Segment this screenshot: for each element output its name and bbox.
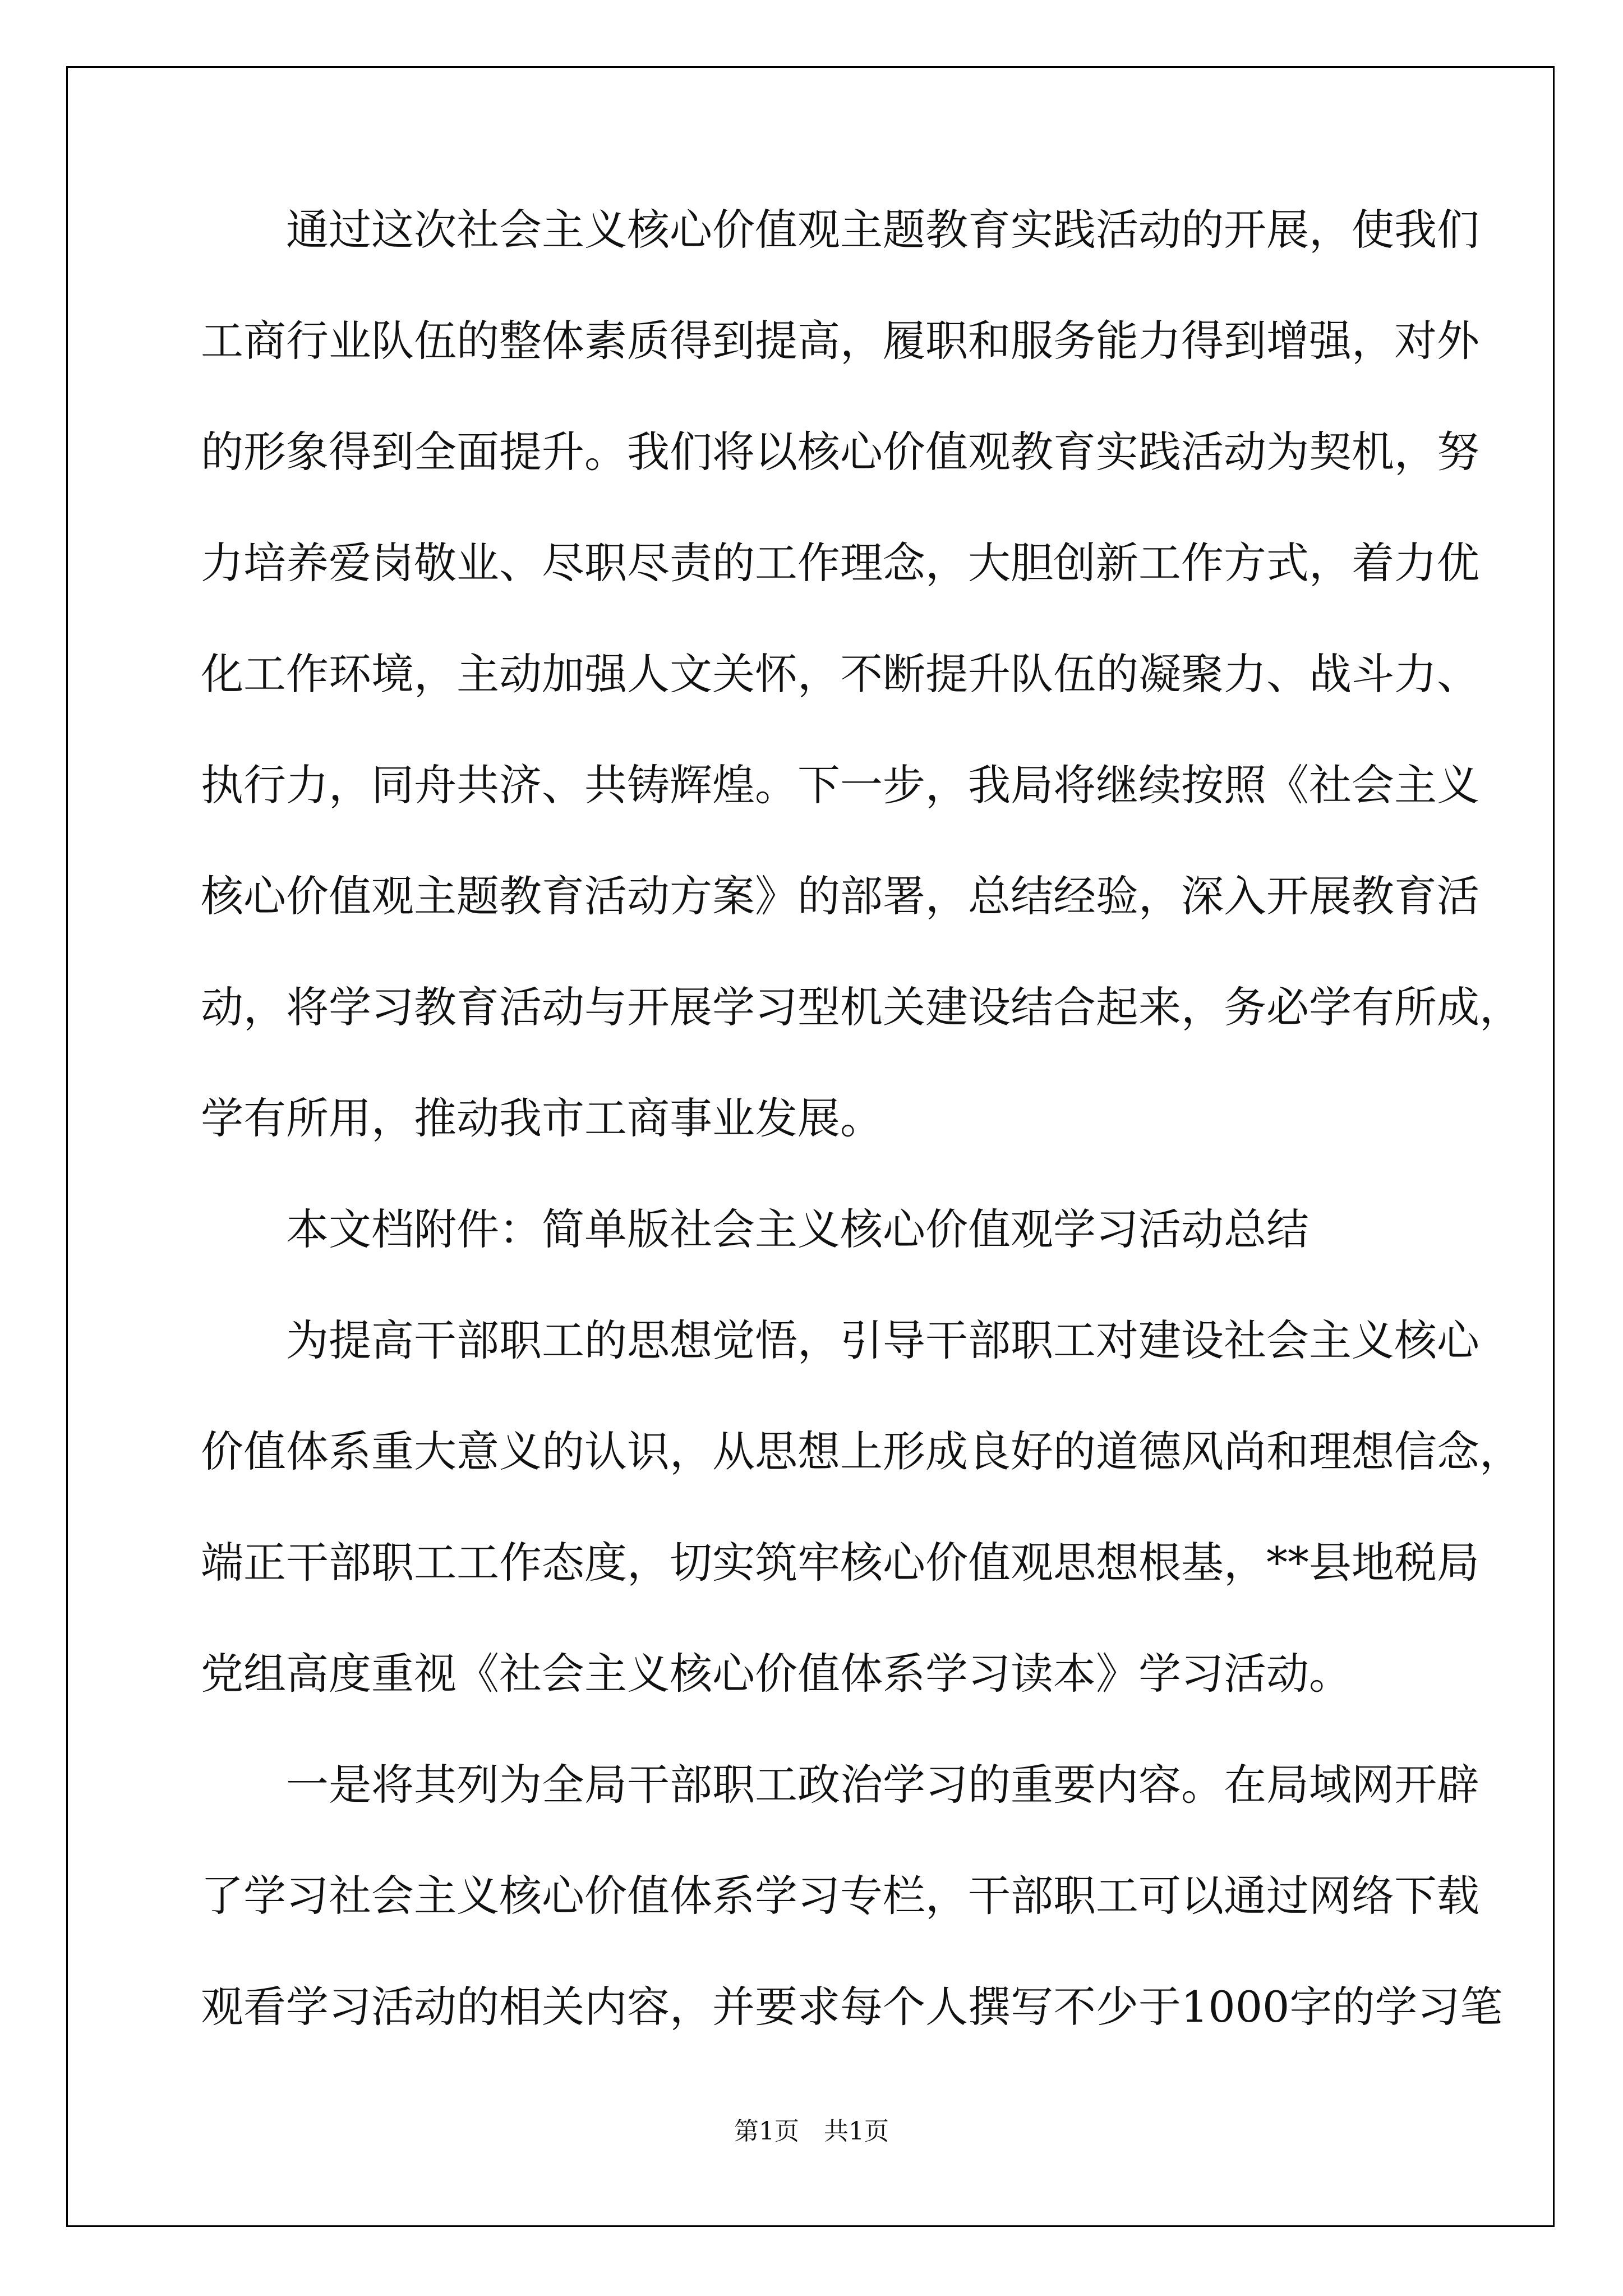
- text-line: 通过这次社会主义核心价值观主题教育实践活动的开展，使我们: [201, 205, 1479, 255]
- text-line: 观看学习活动的相关内容，并要求每个人撰写不少于1000字的学习笔: [201, 1982, 1503, 2032]
- text-line: 党组高度重视《社会主义核心价值体系学习读本》学习活动。: [201, 1649, 1352, 1699]
- text-line: 的形象得到全面提升。我们将以核心价值观教育实践活动为契机，努: [201, 427, 1479, 477]
- text-line: 执行力，同舟共济、共铸辉煌。下一步，我局将继续按照《社会主义: [201, 760, 1479, 810]
- text-line: 动，将学习教育活动与开展学习型机关建设结合起来，务必学有所成，: [201, 982, 1522, 1032]
- text-line: 工商行业队伍的整体素质得到提高，履职和服务能力得到增强，对外: [201, 316, 1479, 366]
- text-line: 化工作环境，主动加强人文关怀，不断提升队伍的凝聚力、战斗力、: [201, 649, 1479, 699]
- text-line: 核心价值观主题教育活动方案》的部署，总结经验，深入开展教育活: [201, 871, 1479, 921]
- page-footer: [0, 2119, 1623, 2144]
- text-line: 了学习社会主义核心价值体系学习专栏，干部职工可以通过网络下载: [201, 1871, 1479, 1921]
- text-line: 端正干部职工工作态度，切实筑牢核心价值观思想根基，**县地税局: [201, 1538, 1479, 1588]
- text-line: 力培养爱岗敬业、尽职尽责的工作理念，大胆创新工作方式，着力优: [201, 538, 1479, 588]
- text-line: 价值体系重大意义的认识，从思想上形成良好的道德风尚和理想信念，: [201, 1427, 1522, 1476]
- text-line: 为提高干部职工的思想觉悟，引导干部职工对建设社会主义核心: [201, 1315, 1479, 1365]
- attachment-heading: 本文档附件：简单版社会主义核心价值观学习活动总结: [201, 1204, 1309, 1254]
- text-line: 学有所用，推动我市工商事业发展。: [201, 1093, 883, 1143]
- text-line: 一是将其列为全局干部职工政治学习的重要内容。在局域网开辟: [201, 1760, 1479, 1810]
- page-number: 第1页 共1页: [734, 2117, 889, 2146]
